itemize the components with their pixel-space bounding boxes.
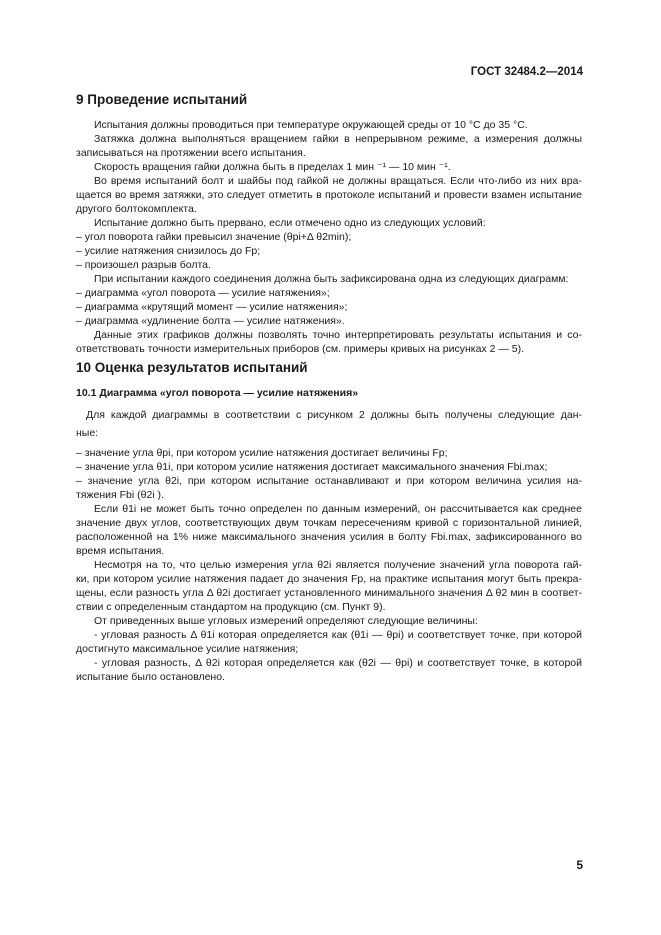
text-line: испытание было остановлено. — [76, 671, 225, 683]
text-line: Испытание должно быть прервано, если отмечено одно из следующих условий: — [94, 217, 486, 229]
text-line: ответствовать точности измерительных приборов (см. примеры кривых на рисунках 2 — 5). — [76, 343, 525, 355]
text-line: щены, если разность угла Δ θ2i достигает установленного минимального значения Δ θ2 мин в соответ- — [76, 587, 582, 599]
text-line: тяжения Fbi (θ2i ). — [76, 489, 164, 501]
text-line: – усилие натяжения снизилось до Fp; — [76, 245, 261, 257]
text-line: – значение угла θ1i, при котором усилие натяжения достигает максимального значения Fbi.max; — [76, 461, 548, 473]
text-line: - угловая разность, Δ θ2i которая определяется как (θ2i — θpi) и соответствует точке, в которой — [94, 657, 582, 669]
text-line: – произошел разрыв болта. — [76, 259, 211, 271]
text-line: – угол поворота гайки превысил значение (θpi+Δ θ2min); — [76, 231, 352, 243]
text-line: Испытания должны проводиться при температуре окружающей среды от 10 °С до 35 °С. — [94, 119, 528, 131]
text-line: – диаграмма «удлинение болта — усилие натяжения». — [76, 315, 345, 327]
text-line: значение двух углов, соответствующих двум точкам пересечениям кривой с горизонтальной линией, — [76, 517, 582, 529]
subsection-10-1-title: 10.1 Диаграмма «угол поворота — усилие натяжения» — [76, 387, 359, 399]
text-line: щается во время затяжки, это следует отметить в протоколе испытаний и провести взамен испытание — [76, 189, 582, 201]
text-line: - угловая разность Δ θ1i которая определяется как (θ1i — θpi) и соответствует точке, при которой — [94, 629, 582, 641]
text-line: Несмотря на то, что целью измерения угла θ2i является получение значений угла поворота гай- — [94, 559, 582, 571]
text-line: Затяжка должна выполняться вращением гайки в непрерывном режиме, а измерения должны — [94, 133, 582, 145]
text-line: – значение угла θpi, при котором усилие натяжения достигает величины Fp; — [76, 447, 448, 459]
text-line: – значение угла θ2i, при котором испытание останавливают и при котором величина усилия на- — [76, 475, 582, 487]
text-line: Скорость вращения гайки должна быть в пределах 1 мин ⁻¹ — 10 мин ⁻¹. — [94, 161, 451, 173]
section-10-title: 10 Оценка результатов испытаний — [76, 360, 308, 375]
text-line: другого болтокомплекта. — [76, 203, 197, 215]
text-line: От приведенных выше угловых измерений определяют следующие величины: — [94, 615, 478, 627]
text-line: Для каждой диаграммы в соответствии с рисунком 2 должны быть получены следующие дан- — [86, 409, 582, 421]
text-line: ные: — [76, 427, 99, 439]
text-line: Во время испытаний болт и шайбы под гайкой не должны вращаться. Если что-либо из них вра- — [94, 175, 582, 187]
text-line: расположенной на 1% ниже максимального значения усилия в болту Fbi.max, зафиксированного во — [76, 531, 582, 543]
text-line: достигнуто максимальное усилие натяжения; — [76, 643, 299, 655]
text-line: При испытании каждого соединения должна быть зафиксирована одна из следующих диаграмм: — [94, 273, 569, 285]
document-header: ГОСТ 32484.2—2014 — [470, 66, 583, 78]
text-line: ствии с определенным стандартом на продукцию (см. Пункт 9). — [76, 601, 386, 613]
text-line: ки, при котором усилие натяжения падает до значения Fp, на практике испытания могут быть прекра- — [76, 573, 582, 585]
text-line: – диаграмма «угол поворота — усилие натяжения»; — [76, 287, 330, 299]
text-line: записываться на протяжении всего испытания. — [76, 147, 306, 159]
text-line: Если θ1i не может быть точно определен по данным измерений, он рассчитывается как среднее — [94, 503, 582, 515]
text-line: время испытания. — [76, 545, 165, 557]
text-line: – диаграмма «крутящий момент — усилие натяжения»; — [76, 301, 348, 313]
section-9-title: 9 Проведение испытаний — [76, 92, 248, 107]
text-line: Данные этих графиков должны позволять точно интерпретировать результаты испытания и со- — [94, 329, 582, 341]
page-number: 5 — [576, 858, 583, 872]
